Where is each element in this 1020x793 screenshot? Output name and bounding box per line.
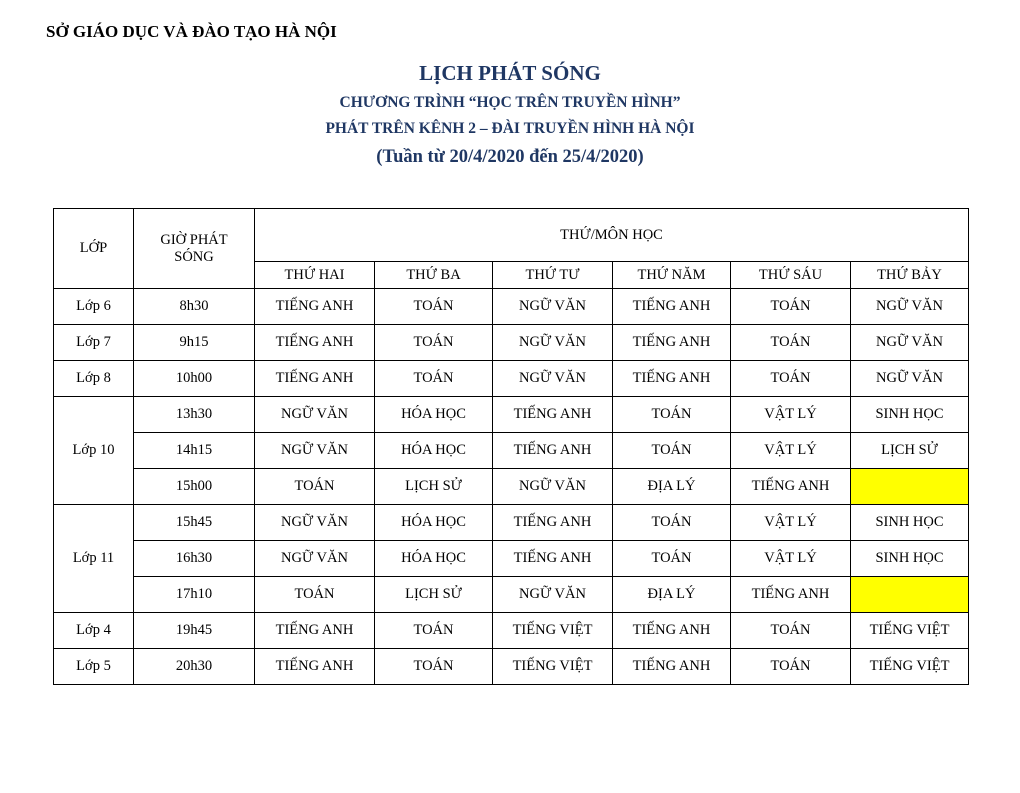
- subject-cell: TIẾNG ANH: [613, 613, 731, 649]
- class-cell: Lớp 5: [54, 649, 134, 685]
- subject-cell: TIẾNG ANH: [255, 613, 375, 649]
- subject-cell: TIẾNG ANH: [255, 325, 375, 361]
- day-header: THỨ SÁU: [731, 262, 851, 289]
- organization-name: SỞ GIÁO DỤC VÀ ĐÀO TẠO HÀ NỘI: [46, 22, 337, 41]
- schedule-row: [54, 505, 969, 541]
- subject-cell: TIẾNG ANH: [493, 505, 613, 541]
- schedule-row: [54, 325, 969, 361]
- subject-cell: TIẾNG ANH: [493, 397, 613, 433]
- subject-cell: TIẾNG ANH: [731, 577, 851, 613]
- subject-cell: TIẾNG ANH: [255, 361, 375, 397]
- subject-cell: TOÁN: [613, 397, 731, 433]
- airtime-header-text: GIỜ PHÁT SÓNG: [160, 231, 228, 265]
- subject-cell: TIẾNG ANH: [731, 469, 851, 505]
- subject-cell: NGỮ VĂN: [255, 541, 375, 577]
- subject-cell: TIẾNG VIỆT: [493, 649, 613, 685]
- day-header: THỨ TƯ: [493, 262, 613, 289]
- schedule-row: [54, 613, 969, 649]
- airtime-cell: 19h45: [134, 613, 255, 649]
- program-subtitle: CHƯƠNG TRÌNH “HỌC TRÊN TRUYỀN HÌNH”: [339, 94, 681, 111]
- subject-cell: TOÁN: [375, 325, 493, 361]
- schedule-row: [54, 289, 969, 325]
- subject-cell: NGỮ VĂN: [255, 397, 375, 433]
- subject-cell: TOÁN: [613, 541, 731, 577]
- subject-cell: NGỮ VĂN: [851, 361, 969, 397]
- subject-cell: TOÁN: [255, 469, 375, 505]
- schedule-row: [54, 541, 969, 577]
- subject-cell: TIẾNG VIỆT: [851, 649, 969, 685]
- subject-cell: TOÁN: [731, 613, 851, 649]
- subject-cell: ĐỊA LÝ: [613, 469, 731, 505]
- subject-cell: TIẾNG ANH: [613, 361, 731, 397]
- class-cell: Lớp 10: [54, 397, 134, 505]
- schedule-row: [54, 361, 969, 397]
- subject-cell: SINH HỌC: [851, 541, 969, 577]
- subject-cell: TOÁN: [731, 289, 851, 325]
- airtime-cell: 8h30: [134, 289, 255, 325]
- subject-cell: VẬT LÝ: [731, 397, 851, 433]
- highlighted-empty-cell: [851, 469, 969, 505]
- subject-cell: LỊCH SỬ: [851, 433, 969, 469]
- subject-cell: SINH HỌC: [851, 397, 969, 433]
- airtime-cell: 9h15: [134, 325, 255, 361]
- subject-cell: VẬT LÝ: [731, 433, 851, 469]
- subject-cell: TIẾNG ANH: [493, 541, 613, 577]
- class-cell: Lớp 11: [54, 505, 134, 613]
- airtime-cell: 17h10: [134, 577, 255, 613]
- subject-cell: HÓA HỌC: [375, 505, 493, 541]
- highlighted-empty-cell: [851, 577, 969, 613]
- schedule-row: [54, 469, 969, 505]
- airtime-cell: 13h30: [134, 397, 255, 433]
- class-cell: Lớp 7: [54, 325, 134, 361]
- subject-cell: LỊCH SỬ: [375, 577, 493, 613]
- airtime-cell: 14h15: [134, 433, 255, 469]
- subject-cell: NGỮ VĂN: [493, 577, 613, 613]
- subject-cell: NGỮ VĂN: [493, 325, 613, 361]
- subject-cell: VẬT LÝ: [731, 541, 851, 577]
- subject-cell: TIẾNG VIỆT: [851, 613, 969, 649]
- subject-cell: TIẾNG ANH: [493, 433, 613, 469]
- schedule-row: [54, 397, 969, 433]
- subject-cell: HÓA HỌC: [375, 541, 493, 577]
- subject-cell: TIẾNG ANH: [613, 325, 731, 361]
- airtime-cell: 16h30: [134, 541, 255, 577]
- subject-cell: TOÁN: [731, 325, 851, 361]
- subject-cell: NGỮ VĂN: [255, 433, 375, 469]
- subject-cell: SINH HỌC: [851, 505, 969, 541]
- class-cell: Lớp 8: [54, 361, 134, 397]
- subject-cell: TIẾNG ANH: [613, 649, 731, 685]
- schedule-row: [54, 649, 969, 685]
- channel-subtitle: PHÁT TRÊN KÊNH 2 – ĐÀI TRUYỀN HÌNH HÀ NỘI: [325, 120, 695, 137]
- subject-cell: NGỮ VĂN: [851, 289, 969, 325]
- day-header: THỨ BẢY: [851, 262, 969, 289]
- class-column-header: LỚP: [54, 209, 134, 289]
- subject-cell: NGỮ VĂN: [493, 469, 613, 505]
- airtime-cell: 15h45: [134, 505, 255, 541]
- subject-group-header: THỨ/MÔN HỌC: [255, 209, 969, 262]
- schedule-row: [54, 433, 969, 469]
- subject-cell: VẬT LÝ: [731, 505, 851, 541]
- subject-cell: TOÁN: [375, 649, 493, 685]
- subject-cell: HÓA HỌC: [375, 397, 493, 433]
- subject-cell: HÓA HỌC: [375, 433, 493, 469]
- airtime-cell: 10h00: [134, 361, 255, 397]
- schedule-row: [54, 577, 969, 613]
- subject-cell: NGỮ VĂN: [493, 289, 613, 325]
- subject-cell: TIẾNG ANH: [255, 649, 375, 685]
- subject-cell: TOÁN: [375, 289, 493, 325]
- subject-cell: LỊCH SỬ: [375, 469, 493, 505]
- class-cell: Lớp 4: [54, 613, 134, 649]
- subject-cell: TOÁN: [731, 649, 851, 685]
- subject-cell: TIẾNG ANH: [255, 289, 375, 325]
- airtime-cell: 15h00: [134, 469, 255, 505]
- subject-cell: TOÁN: [731, 361, 851, 397]
- subject-cell: TOÁN: [255, 577, 375, 613]
- subject-cell: TOÁN: [613, 505, 731, 541]
- subject-cell: ĐỊA LÝ: [613, 577, 731, 613]
- week-range: (Tuần từ 20/4/2020 đến 25/4/2020): [376, 147, 644, 167]
- class-cell: Lớp 6: [54, 289, 134, 325]
- subject-cell: NGỮ VĂN: [851, 325, 969, 361]
- subject-cell: TIẾNG ANH: [613, 289, 731, 325]
- broadcast-schedule-table: [53, 208, 969, 685]
- subject-cell: NGỮ VĂN: [493, 361, 613, 397]
- airtime-column-header: [134, 209, 255, 289]
- day-header: THỨ NĂM: [613, 262, 731, 289]
- subject-cell: NGỮ VĂN: [255, 505, 375, 541]
- day-header: THỨ HAI: [255, 262, 375, 289]
- subject-cell: TOÁN: [613, 433, 731, 469]
- subject-cell: TOÁN: [375, 361, 493, 397]
- day-header: THỨ BA: [375, 262, 493, 289]
- airtime-cell: 20h30: [134, 649, 255, 685]
- subject-cell: TOÁN: [375, 613, 493, 649]
- subject-cell: TIẾNG VIỆT: [493, 613, 613, 649]
- document-title: LỊCH PHÁT SÓNG: [419, 61, 601, 85]
